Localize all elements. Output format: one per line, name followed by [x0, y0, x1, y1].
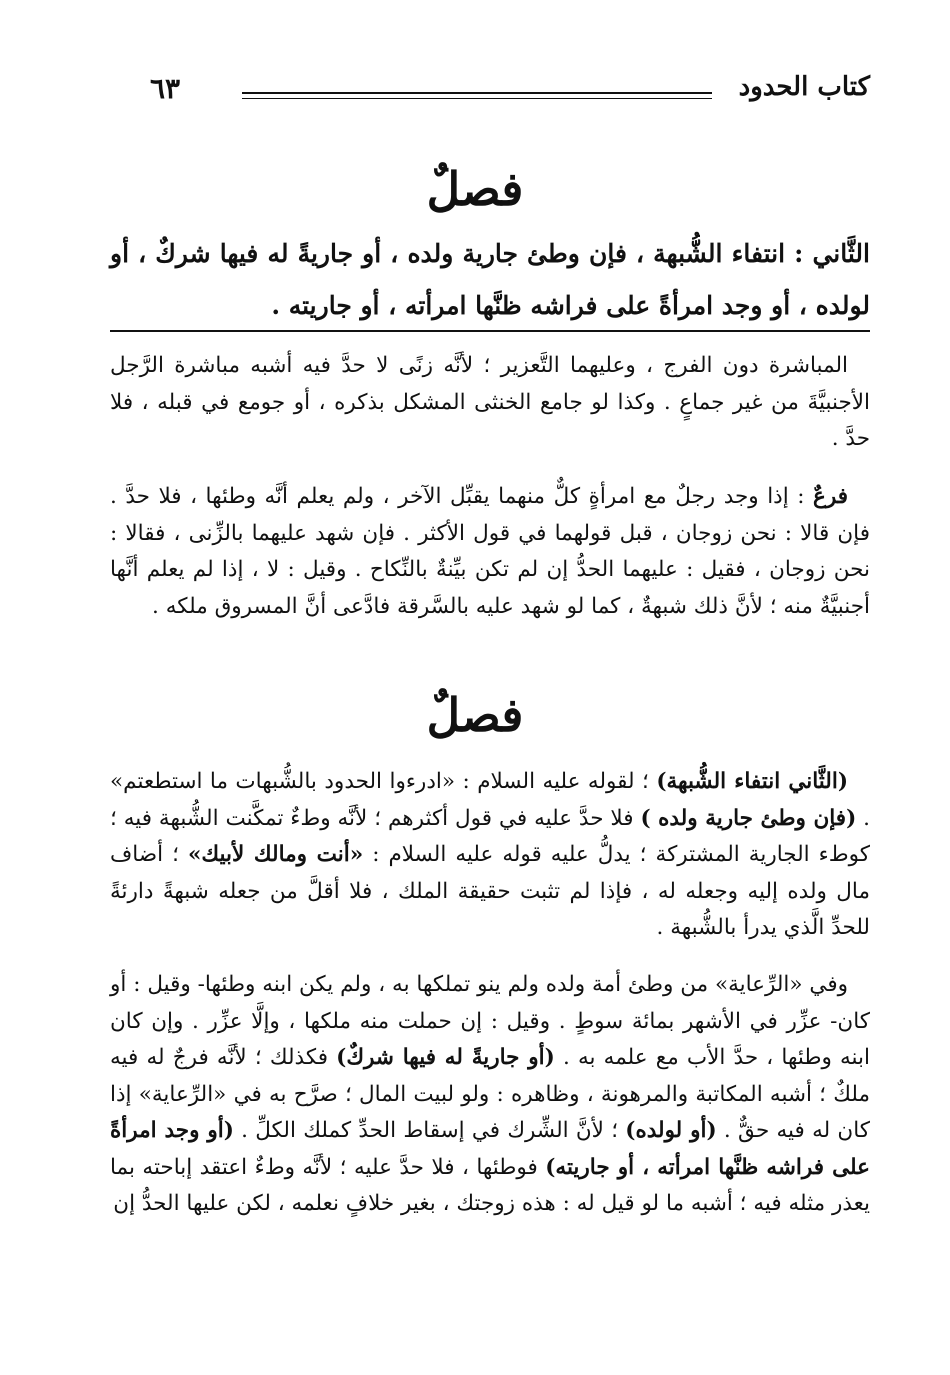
- quoted-matn: (الثَّاني انتفاء الشُّبهة): [656, 769, 848, 794]
- paragraph-2: [110, 479, 870, 625]
- quoted-matn: (أو وجد امرأةً على فراشه ظنَّها امرأته ، أو جاريته): [110, 1118, 870, 1180]
- quoted-matn: (أو جاريةً له فيها شركٌ): [336, 1045, 555, 1070]
- paragraph-text: فلا حدَّ عليه في قول أكثرهم ؛ لأنَّه وطءٌ تمكَّنت الشُّبهة فيه ؛ كوطء الجارية المشتركة ؛ يدلُّ عليه قوله عليه السلام :: [110, 805, 871, 867]
- far-label: فرعٌ: [813, 484, 848, 509]
- quoted-matn: (أو لولده): [625, 1118, 717, 1143]
- paragraph-text: وفي «الرِّعاية» من وطئ أمة ولده ولم ينو تملكها به ، ولم يكن ابنه وطئها- وقيل : أو كان- عزِّر في الأشهر بمائة سوطٍ . وقيل : إن حملت منه ملكها ، وإلَّا عزِّر . وإن كان ابنه وطئها ، حدَّ الأب مع علمه به .: [110, 972, 871, 1070]
- quoted-matn: (فإن وطئ جارية ولده ): [640, 805, 857, 831]
- paragraph-text: ؛ لأنَّ الشِّرك في إسقاط الحدِّ كملك الكلِّ .: [233, 1118, 626, 1143]
- header-rule: [242, 92, 712, 99]
- running-header: [150, 72, 870, 112]
- hadith-quote: «أنت ومالك لأبيك»: [187, 842, 364, 867]
- matn-divider: [110, 330, 870, 332]
- paragraph-text: ؛ لقوله عليه السلام : «ادرءوا الحدود بالشُّبهات ما استطعتم» .: [110, 769, 871, 831]
- paragraph-1: المباشرة دون الفرج ، وعليهما التَّعزير ؛ لأنَّه زنًى لا حدَّ فيه أشبه مباشرة الرَّجل الأجنبيَّةَ من غير جماعٍ . وكذا لو جامع الخنثى المشكل بذكره ، أو جومع في قبله ، فلا حدَّ .: [110, 353, 870, 451]
- paragraph-text: ؛ أضاف مال ولده إليه وجعله له ، فإذا لم تثبت حقيقة الملك ، فلا أقلَّ من جعله شبهةً دارئةً للحدِّ الَّذي يدرأ بالشُّبهة .: [110, 842, 870, 940]
- book-title: كتاب الحدود: [738, 72, 870, 102]
- paragraph-4: [110, 967, 870, 1223]
- section-heading-1: فصلٌ: [426, 162, 524, 216]
- paragraph-2-text: : إذا وجد رجلٌ مع امرأةٍ كلٌّ منهما يقبِّل الآخر ، ولم يعلم أنَّه وطئها ، فلا حدَّ . فإن قالا : نحن زوجان ، قبل قولهما في قول الأكثر . فإن شهد عليهما بالزِّنى ، فقالا : نحن زوجان ، فقيل : عليهما الحدُّ إن لم تكن بيِّنةٌ بالنِّكاح . وقيل : لا ، إذا لم يعلم أنَّها أجنبيَّةٌ منه ؛ لأنَّ ذلك شبهةٌ ، كما لو شهد عليه بالسَّرقة فادَّعى أنَّ المسروق ملكه .: [110, 484, 870, 619]
- section-heading-2: فصلٌ: [426, 688, 524, 742]
- paragraph-text: فكذلك ؛ لأنَّه فرجٌ له فيه ملكٌ ؛ أشبه المكاتبة والمرهونة ، وظاهره : ولو لبيت المال ؛ صرَّح به في «الرِّعاية» إذا كان له فيه حقٌّ .: [110, 1045, 870, 1143]
- paragraph-3: [110, 764, 870, 947]
- matn-text: الثَّاني : انتفاء الشُّبهة ، فإن وطئ جارية ولده ، أو جاريةً له فيها شركٌ ، أو لولده ، أو وجد امرأةً على فراشه ظنَّها امرأته ، أو جاريته .: [110, 239, 870, 320]
- paragraph-text: فوطئها ، فلا حدَّ عليه ؛ لأنَّه وطءٌ اعتقد إباحته بما يعذر مثله فيه ؛ أشبه ما لو قيل له : هذه زوجتك ، بغير خلافٍ نعلمه ، لكن عليها الحدُّ إن: [110, 1154, 870, 1216]
- page-number: ٦٣: [150, 72, 181, 105]
